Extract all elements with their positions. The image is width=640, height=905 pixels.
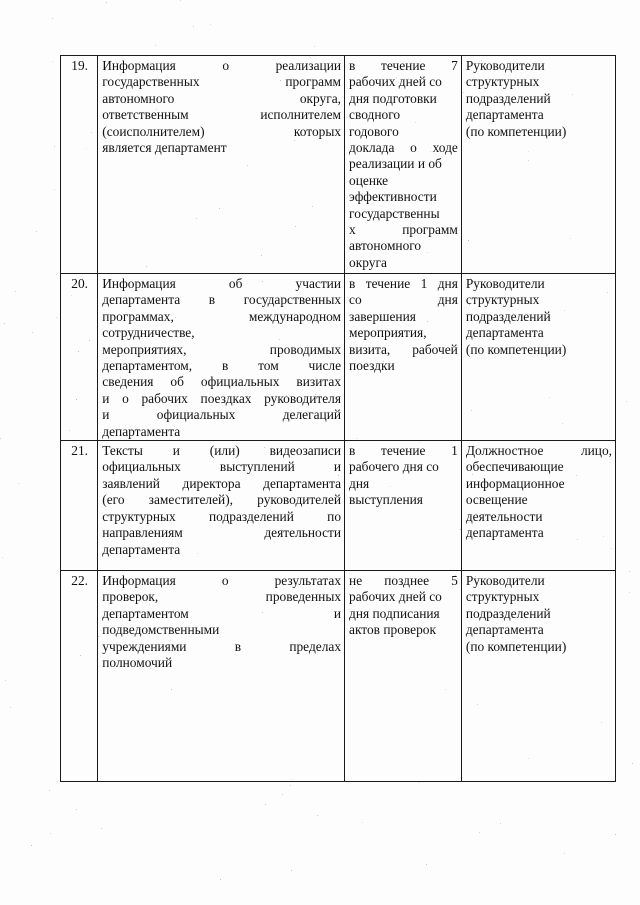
info-line: и о рабочих поездках руководителя	[102, 390, 342, 406]
term-line: выступления	[349, 492, 423, 508]
responsible-line: освещение	[465, 492, 528, 508]
scan-speck	[36, 231, 37, 232]
info-line: сотрудничестве,	[102, 325, 195, 341]
scan-speck	[52, 61, 53, 62]
scan-speck	[479, 832, 480, 833]
scan-speck	[629, 571, 630, 572]
info-line: департаментом и	[102, 605, 342, 621]
info-line: сведения об официальных визитах	[102, 374, 342, 390]
scan-speck	[4, 323, 5, 324]
row-number: 19.	[61, 56, 98, 274]
scan-speck	[2, 557, 3, 558]
info-line: департамента в государственных	[102, 292, 342, 308]
scan-speck	[50, 833, 51, 834]
info-line: и официальных делегаций	[102, 407, 342, 423]
term-line: государственны	[349, 205, 440, 221]
scan-speck	[54, 146, 55, 147]
scan-speck	[290, 785, 291, 786]
scan-speck	[155, 45, 156, 46]
info-line: ответственным исполнителем	[102, 107, 342, 123]
term-line: доклада о ходе	[349, 140, 458, 156]
info-line: проверок, проведенных	[102, 589, 342, 605]
scan-speck	[49, 790, 50, 791]
term-line: автономного	[349, 238, 422, 254]
info-line: структурных подразделений по	[102, 508, 342, 524]
info-cell	[98, 274, 345, 441]
scan-speck	[193, 26, 194, 27]
term-line: не позднее 5	[349, 573, 458, 589]
scan-speck	[314, 46, 315, 47]
info-line: подведомственными	[102, 622, 220, 638]
info-line: государственных программ	[102, 74, 342, 90]
responsible-line: Руководители	[465, 58, 545, 73]
scan-speck	[5, 680, 6, 681]
term-line: рабочих дней со	[349, 589, 442, 605]
scan-speck	[0, 438, 1, 439]
scan-speck	[54, 189, 55, 190]
scan-speck	[210, 24, 211, 25]
scan-speck	[626, 401, 627, 402]
responsible-line: структурных	[465, 292, 540, 308]
term-line: округа	[349, 254, 387, 270]
responsible-cell	[461, 571, 615, 782]
info-cell	[98, 56, 345, 274]
responsible-line: (по компетенции)	[465, 638, 567, 654]
scan-speck	[265, 804, 266, 805]
scan-speck	[291, 870, 292, 871]
responsible-line: Руководители	[465, 573, 545, 589]
term-cell	[345, 571, 462, 782]
info-line: направлениям деятельности	[102, 525, 342, 541]
responsible-line: (по компетенции)	[465, 341, 567, 357]
term-line: дня подписания	[349, 605, 440, 621]
responsible-line: департамента	[465, 622, 544, 638]
term-line: в течение 1	[349, 443, 458, 459]
scan-speck	[426, 864, 427, 865]
info-line: Информация о результатах	[102, 573, 342, 589]
term-line: со дня	[349, 292, 458, 308]
scan-speck	[564, 853, 565, 854]
responsible-line: департамента	[465, 525, 544, 541]
responsible-line: обеспечивающие	[465, 459, 564, 475]
info-line: мероприятиях, проводимых	[102, 341, 342, 357]
term-line: оценке	[349, 172, 389, 188]
term-line: актов проверок	[349, 622, 436, 638]
term-line: рабочих дней со	[349, 74, 442, 90]
info-line: автономного округа,	[102, 90, 342, 106]
scan-speck	[282, 794, 283, 795]
scan-speck	[31, 845, 32, 846]
term-line: завершения	[349, 308, 416, 324]
scan-speck	[32, 332, 33, 333]
term-line: в течение 7	[349, 58, 458, 73]
scan-speck	[500, 823, 501, 824]
term-line: х программ	[349, 222, 458, 238]
term-line: эффективности	[349, 189, 437, 205]
term-line: рабочего дня со	[349, 459, 439, 475]
info-line: учреждениями в пределах	[102, 638, 342, 654]
term-line: дня подготовки	[349, 90, 437, 106]
term-line: визита, рабочей	[349, 341, 458, 357]
term-cell	[345, 274, 462, 441]
scan-speck	[10, 707, 11, 708]
info-line: полномочий	[102, 655, 173, 671]
info-line: департамента	[102, 541, 181, 557]
table-row	[61, 571, 616, 782]
info-line: официальных выступлений и	[102, 459, 342, 475]
responsible-line: департамента	[465, 107, 544, 123]
responsible-cell	[461, 274, 615, 441]
term-line: реализации и об	[349, 156, 442, 172]
scan-speck	[15, 291, 16, 292]
row-number: 21.	[61, 441, 98, 571]
term-line: поездки	[349, 358, 395, 374]
term-line: годового	[349, 123, 399, 139]
term-line: сводного	[349, 107, 401, 123]
info-line: (его заместителей), руководителей	[102, 492, 342, 508]
scan-speck	[18, 483, 19, 484]
info-line: Информация о реализации	[102, 58, 342, 73]
document-table	[60, 55, 616, 782]
table-row	[61, 56, 616, 274]
table-row	[61, 441, 616, 571]
responsible-line: информационное	[465, 475, 565, 491]
info-line: заявлений директора департамента	[102, 475, 342, 491]
scan-speck	[101, 828, 102, 829]
info-line: департаментом, в том числе	[102, 358, 342, 374]
term-line: в течение 1 дня	[349, 276, 458, 291]
info-line: Тексты и (или) видеозаписи	[102, 443, 342, 459]
scan-speck	[52, 18, 53, 19]
scan-speck	[220, 879, 221, 880]
responsible-line: Руководители	[465, 276, 545, 291]
scan-speck	[56, 317, 57, 318]
responsible-line: структурных	[465, 74, 540, 90]
scan-speck	[106, 2, 107, 3]
responsible-line: структурных	[465, 589, 540, 605]
info-line: департамента	[102, 423, 181, 439]
scan-speck	[56, 274, 57, 275]
scan-speck	[362, 822, 363, 823]
info-line: (соисполнителем) которых	[102, 123, 342, 139]
info-line: является департамент	[102, 140, 227, 156]
table-row	[61, 274, 616, 441]
responsible-line: подразделений	[465, 308, 551, 324]
responsible-line: деятельности	[465, 508, 543, 524]
scan-speck	[615, 834, 616, 835]
scan-speck	[180, 0, 181, 1]
scan-speck	[76, 809, 77, 810]
term-line: мероприятия,	[349, 325, 427, 341]
responsible-line: Должностное лицо,	[465, 443, 612, 459]
responsible-line: (по компетенции)	[465, 123, 567, 139]
responsible-line: департамента	[465, 325, 544, 341]
responsible-cell	[461, 56, 615, 274]
scan-speck	[317, 815, 318, 816]
term-cell	[345, 441, 462, 571]
responsible-line: подразделений	[465, 90, 551, 106]
info-line: Информация об участии	[102, 276, 342, 291]
term-line: дня	[349, 475, 370, 491]
scan-speck	[419, 782, 420, 783]
row-number: 20.	[61, 274, 98, 441]
info-cell	[98, 571, 345, 782]
term-cell	[345, 56, 462, 274]
row-number: 22.	[61, 571, 98, 782]
responsible-cell	[461, 441, 615, 571]
info-cell	[98, 441, 345, 571]
scan-speck	[632, 763, 633, 764]
responsible-line: подразделений	[465, 605, 551, 621]
scan-speck	[629, 592, 630, 593]
info-line: программах, международном	[102, 308, 342, 324]
